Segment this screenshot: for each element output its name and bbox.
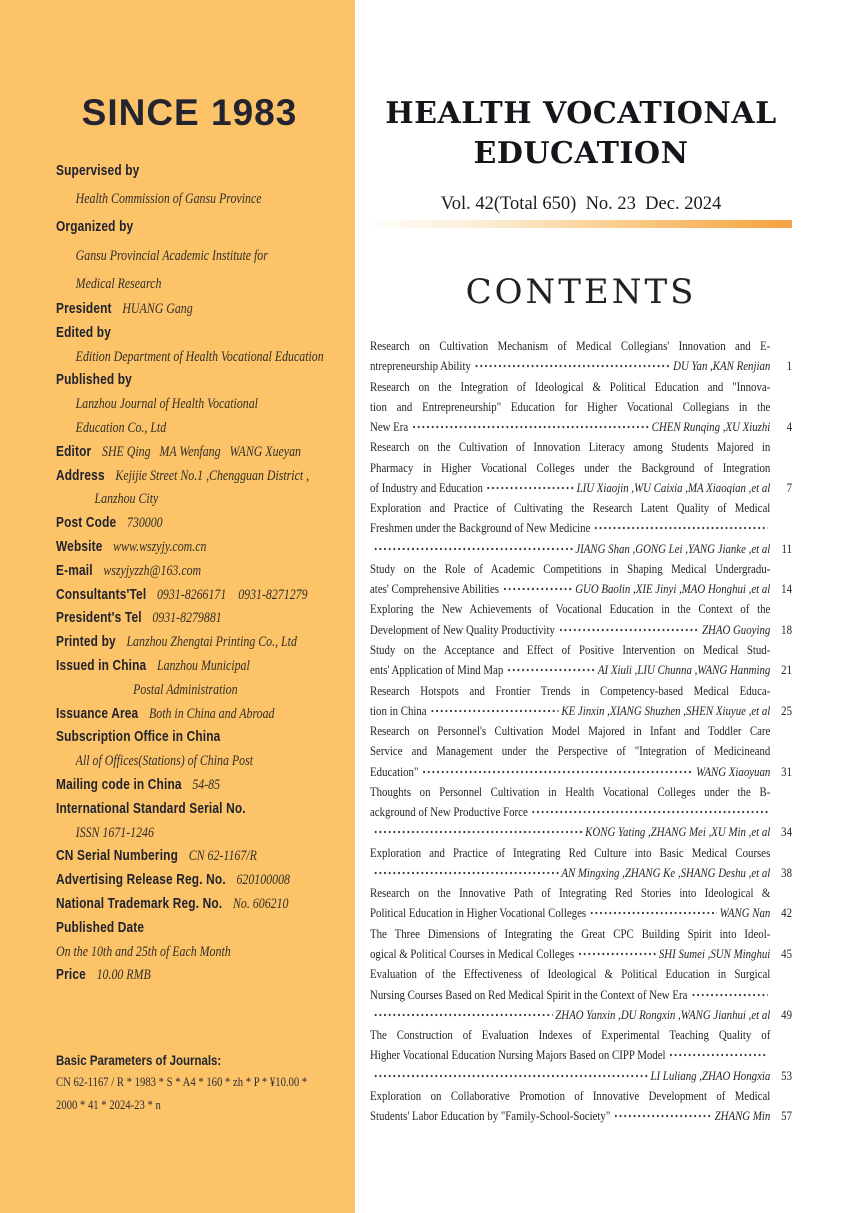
sidebar-line xyxy=(56,512,355,536)
toc-line-body xyxy=(370,541,770,557)
dot-leader xyxy=(691,992,768,998)
toc-title-text: Higher Vocational Education Nursing Majors Based on CIPP Model xyxy=(370,1047,666,1063)
toc-title-text: Pharmacy in Higher Vocational Colleges under the Background of Integration xyxy=(370,459,771,475)
toc-line-body xyxy=(370,946,770,962)
sidebar-line xyxy=(56,774,355,798)
toc-title-text: Research on Personnel's Cultivation Model Majored in Infant and Toddler Care xyxy=(370,723,771,739)
toc-line xyxy=(370,845,792,865)
sidebar-label: Website xyxy=(56,538,103,555)
sidebar-line xyxy=(56,441,355,465)
toc-line xyxy=(370,885,792,905)
toc-line xyxy=(370,703,792,723)
sidebar-value: www.wszyjy.com.cn xyxy=(113,538,207,555)
sidebar-value: Lanzhou Municipal xyxy=(157,657,250,674)
toc-line xyxy=(370,784,792,804)
sidebar-value: Postal Administration xyxy=(133,681,238,698)
sidebar-line xyxy=(56,679,355,703)
sidebar-line xyxy=(56,560,355,584)
toc-page-number: 31 xyxy=(781,763,793,779)
sidebar-value: 620100008 xyxy=(236,872,290,889)
sidebar-value: Both in China and Abroad xyxy=(148,705,275,722)
toc-authors: GUO Baolin ,XIE Jinyi ,MAO Honghui ,et al xyxy=(575,581,771,597)
sidebar-line xyxy=(56,869,355,893)
toc-authors: KE Jinxin ,XIANG Shuzhen ,SHEN Xiuyue ,et al xyxy=(561,702,771,718)
toc-title-text: of Industry and Education xyxy=(370,479,483,495)
toc-page-number: 34 xyxy=(781,824,793,840)
sidebar-line xyxy=(56,964,355,988)
toc-line xyxy=(370,662,792,682)
toc-authors: WANG Xiaoyuan xyxy=(696,763,771,779)
dot-leader xyxy=(422,769,694,775)
sidebar-line xyxy=(56,213,355,241)
dot-leader xyxy=(373,870,558,876)
toc-line xyxy=(370,683,792,703)
toc-line-body xyxy=(370,581,770,597)
dot-leader xyxy=(577,951,656,957)
toc-authors: WANG Nan xyxy=(719,905,771,921)
dot-leader xyxy=(373,1073,648,1079)
sidebar-value: 0931-8266171 0931-8271279 xyxy=(156,586,308,603)
toc-line-body xyxy=(370,1068,770,1084)
sidebar-line xyxy=(56,322,355,346)
dot-leader xyxy=(373,1012,552,1018)
toc-line xyxy=(370,804,792,824)
sidebar-value: Gansu Provincial Academic Institute for xyxy=(75,247,268,264)
sidebar-line xyxy=(56,157,355,185)
sidebar-value: Education Co., Ltd xyxy=(75,420,167,436)
toc-title-text: Service and Management under the Perspective of "Integration of Medicineand xyxy=(370,743,771,759)
toc-line xyxy=(370,642,792,662)
toc-line xyxy=(370,439,792,459)
dot-leader xyxy=(502,586,572,592)
toc-line xyxy=(370,541,792,561)
toc-line-body xyxy=(370,358,770,374)
basic-parameters-block xyxy=(56,1050,355,1116)
toc-line-body xyxy=(370,865,770,881)
toc-line xyxy=(370,561,792,581)
journal-title-line2: EDUCATION xyxy=(473,136,689,171)
toc-title-text: Students' Labor Education by "Family-School-Society" xyxy=(370,1108,611,1124)
toc-page-number: 25 xyxy=(781,702,793,718)
sidebar-line xyxy=(56,417,355,441)
toc-authors: SHI Sumei ,SUN Minghui xyxy=(658,945,771,961)
toc-title-text: ents' Application of Mind Map xyxy=(370,662,504,678)
sidebar-line xyxy=(56,298,355,322)
sidebar-value: Health Commission of Gansu Province xyxy=(75,191,262,208)
sidebar-line xyxy=(56,242,355,270)
toc-title-text: ates' Comprehensive Abilities xyxy=(370,581,500,597)
sidebar-value: Edition Department of Health Vocational Education xyxy=(75,348,324,365)
toc-title-text: Exploration and Practice of Cultivating the Research Latent Quality of Medical xyxy=(370,500,771,516)
toc-line xyxy=(370,1108,792,1128)
sidebar-value: Lanzhou Zhengtai Printing Co., Ltd xyxy=(126,634,297,651)
sidebar-line xyxy=(56,726,355,750)
sidebar-line xyxy=(56,917,355,941)
toc-title-text: Research on the Cultivation of Innovation Literacy among Students Majored in xyxy=(370,439,771,455)
sidebar-value: 54-85 xyxy=(192,776,221,793)
sidebar-value: No. 606210 xyxy=(232,895,289,912)
dot-leader xyxy=(474,363,670,369)
toc-line-body xyxy=(370,764,770,780)
toc-line xyxy=(370,1047,792,1067)
toc-title-text: Exploring the New Achievements of Vocational Education in the Context of the xyxy=(370,601,771,617)
toc-title-text: Education" xyxy=(370,763,419,779)
dot-leader xyxy=(486,485,574,491)
sidebar-value: CN 62-1167/R xyxy=(188,848,257,865)
toc-page-number: 38 xyxy=(781,864,793,880)
main-column xyxy=(370,0,792,1128)
sidebar-label: Issued in China xyxy=(56,657,147,674)
sidebar-label: President's Tel xyxy=(56,610,142,627)
sidebar-label: E-mail xyxy=(56,562,93,579)
toc-line-body xyxy=(370,703,770,719)
toc-line-body xyxy=(370,1047,770,1063)
toc-line xyxy=(370,743,792,763)
basic-parameters-label: Basic Parameters of Journals: xyxy=(56,1052,222,1069)
sidebar-line xyxy=(56,631,355,655)
toc-line xyxy=(370,926,792,946)
toc-line xyxy=(370,480,792,500)
sidebar-label: Address xyxy=(56,467,105,484)
sidebar-label: Issuance Area xyxy=(56,705,139,722)
sidebar-value: 730000 xyxy=(126,515,163,532)
toc-line-body xyxy=(370,520,770,536)
dot-leader xyxy=(669,1052,768,1058)
sidebar-value: SHE Qing MA Wenfang WANG Xueyan xyxy=(101,443,301,460)
issue-info: Vol. 42(Total 650) No. 23 Dec. 2024 xyxy=(440,194,722,214)
sidebar-label: Edited by xyxy=(56,324,111,341)
sidebar-label: Supervised by xyxy=(56,163,140,179)
since-1983-banner: SINCE 1983 xyxy=(81,92,298,133)
toc-page-number: 14 xyxy=(781,581,793,597)
toc-title-text: Study on the Role of Academic Competitions in Shaping Medical Undergradu- xyxy=(370,560,771,576)
sidebar-value: Lanzhou Journal of Health Vocational xyxy=(75,396,259,413)
sidebar-line xyxy=(56,655,355,679)
dot-leader xyxy=(531,809,768,815)
toc-line-body xyxy=(370,824,770,840)
sidebar-label: Printed by xyxy=(56,634,116,651)
toc-authors: LI Luliang ,ZHAO Hongxia xyxy=(650,1067,771,1083)
sidebar-line xyxy=(56,845,355,869)
toc-page-number: 7 xyxy=(786,479,793,495)
sidebar-label: International Standard Serial No. xyxy=(56,800,246,817)
toc-title-text: New Era xyxy=(370,419,409,435)
dot-leader xyxy=(430,708,559,714)
toc-title-text: The Construction of Evaluation Indexes of Experimental Teaching Quality of xyxy=(370,1027,771,1043)
toc-title-text: Political Education in Higher Vocational Colleges xyxy=(370,905,587,921)
toc-line-body xyxy=(370,419,770,435)
sidebar-line xyxy=(56,798,355,822)
toc-authors: KONG Yating ,ZHANG Mei ,XU Min ,et al xyxy=(585,824,771,840)
sidebar-label: Price xyxy=(56,967,86,984)
toc-line xyxy=(370,358,792,378)
sidebar-label: Advertising Release Reg. No. xyxy=(56,872,226,889)
toc-authors: CHEN Runqing ,XU Xiuzhi xyxy=(651,419,771,435)
sidebar-line xyxy=(56,607,355,631)
toc-page-number: 49 xyxy=(781,1006,793,1022)
sidebar-line xyxy=(56,270,355,298)
sidebar-value: HUANG Gang xyxy=(122,301,193,318)
sidebar-line xyxy=(56,893,355,917)
toc-line xyxy=(370,1007,792,1027)
sidebar-label: Consultants'Tel xyxy=(56,586,147,603)
toc-title-text: tion in China xyxy=(370,702,427,718)
sidebar-line xyxy=(56,703,355,727)
dot-leader xyxy=(614,1113,712,1119)
sidebar-value: All of Offices(Stations) of China Post xyxy=(75,753,254,770)
sidebar-label: Organized by xyxy=(56,219,134,236)
toc-authors: DU Yan ,KAN Renjian xyxy=(673,358,771,374)
sidebar-line xyxy=(56,822,355,846)
toc-title-text: Exploration on Collaborative Promotion of Innovative Development of Medical xyxy=(370,1087,771,1103)
basic-parameters-line2: 2000 * 41 * 2024-23 * n xyxy=(56,1096,161,1112)
journal-title-line1: HEALTH VOCATIONAL xyxy=(385,96,777,131)
toc-title-text: Research on the Innovative Path of Integrating Red Stories into Ideological & xyxy=(370,885,771,901)
sidebar-label: President xyxy=(56,301,112,318)
journal-info-sidebar xyxy=(0,0,355,1213)
toc-title-text: Study on the Acceptance and Effect of Positive Intervention on Medical Stud- xyxy=(370,641,771,657)
toc-line-body xyxy=(370,480,770,496)
sidebar-value: Kejijie Street No.1 ,Chengguan District , xyxy=(115,467,310,484)
dot-leader xyxy=(507,667,596,673)
toc-page-number: 45 xyxy=(781,945,793,961)
toc-authors: ZHAO Yanxin ,DU Rongxin ,WANG Jianhui ,et al xyxy=(555,1006,771,1022)
toc-page-number: 18 xyxy=(781,621,793,637)
sidebar-label: Editor xyxy=(56,443,92,460)
toc-title-text: ntrepreneurship Ability xyxy=(370,358,471,374)
toc-line xyxy=(370,520,792,540)
toc-line xyxy=(370,824,792,844)
toc-page-number: 21 xyxy=(781,662,793,678)
sidebar-line xyxy=(56,393,355,417)
toc-authors: ZHANG Min xyxy=(714,1108,771,1124)
toc-line xyxy=(370,338,792,358)
toc-line-body xyxy=(370,804,770,820)
sidebar-line xyxy=(56,536,355,560)
sidebar-line xyxy=(56,750,355,774)
dot-leader xyxy=(373,829,582,835)
sidebar-line xyxy=(56,941,355,965)
dot-leader xyxy=(594,525,768,531)
toc-title-text: tion and Entrepreneurship" Education for Higher Vocational Collegians in the xyxy=(370,398,771,414)
toc-line xyxy=(370,966,792,986)
sidebar-value: On the 10th and 25th of Each Month xyxy=(56,943,231,960)
toc-line xyxy=(370,399,792,419)
toc-authors: JIANG Shan ,GONG Lei ,YANG Jianke ,et al xyxy=(575,540,771,556)
toc-line xyxy=(370,601,792,621)
toc-line xyxy=(370,905,792,925)
toc-line xyxy=(370,581,792,601)
toc-title-text: Freshmen under the Background of New Medicine xyxy=(370,520,591,536)
sidebar-line xyxy=(56,346,355,370)
sidebar-line xyxy=(56,584,355,608)
toc-title-text: Exploration and Practice of Integrating Red Culture into Basic Medical Courses xyxy=(370,844,771,860)
journal-title xyxy=(370,94,792,174)
toc-title-text: ackground of New Productive Force xyxy=(370,804,528,820)
toc-line xyxy=(370,946,792,966)
sidebar-value: ISSN 1671-1246 xyxy=(75,824,154,841)
toc-line-body xyxy=(370,622,770,638)
toc-line-body xyxy=(370,987,770,1003)
toc-line-body xyxy=(370,1007,770,1023)
sidebar-line xyxy=(56,185,355,213)
toc-title-text: Research Hotspots and Frontier Trends in Competency-based Medical Educa- xyxy=(370,682,771,698)
toc-line xyxy=(370,723,792,743)
sidebar-line xyxy=(56,369,355,393)
toc-page-number: 1 xyxy=(786,358,793,374)
toc-line xyxy=(370,419,792,439)
toc-line xyxy=(370,1088,792,1108)
toc-title-text: Research on Cultivation Mechanism of Medical Collegians' Innovation and E- xyxy=(370,338,771,353)
toc-line xyxy=(370,379,792,399)
toc-authors: AI Xiuli ,LIU Chunna ,WANG Hanming xyxy=(597,662,771,678)
toc-line-body xyxy=(370,905,770,921)
toc-line xyxy=(370,865,792,885)
sidebar-lines xyxy=(56,157,355,1116)
sidebar-value: Lanzhou City xyxy=(94,491,159,508)
dot-leader xyxy=(589,910,717,916)
toc-authors: AN Mingxing ,ZHANG Ke ,SHANG Deshu ,et al xyxy=(561,864,771,880)
toc-authors: ZHAO Guoying xyxy=(701,621,771,637)
sidebar-label: Subscription Office in China xyxy=(56,729,221,746)
toc-title-text: ogical & Political Courses in Medical Colleges xyxy=(370,945,575,961)
sidebar-value: 10.00 RMB xyxy=(96,967,151,984)
toc-line xyxy=(370,764,792,784)
toc-line xyxy=(370,500,792,520)
toc-authors: LIU Xiaojin ,WU Caixia ,MA Xiaoqian ,et al xyxy=(576,479,771,495)
toc-line xyxy=(370,460,792,480)
dot-leader xyxy=(373,546,572,552)
toc-title-text: Development of New Quality Productivity xyxy=(370,621,555,637)
sidebar-line xyxy=(56,488,355,512)
toc-line xyxy=(370,622,792,642)
dot-leader xyxy=(558,627,699,633)
sidebar-line xyxy=(56,465,355,489)
toc-title-text: Thoughts on Personnel Cultivation in Health Vocational Colleges under the B- xyxy=(370,783,771,799)
sidebar-label: National Trademark Reg. No. xyxy=(56,895,223,912)
sidebar-label: Post Code xyxy=(56,515,117,532)
toc-page-number: 4 xyxy=(786,419,793,435)
basic-parameters-line1: CN 62-1167 / R * 1983 * S * A4 * 160 * zh * P * ¥10.00 * xyxy=(56,1074,308,1090)
sidebar-value: Medical Research xyxy=(75,275,162,292)
toc-page-number: 53 xyxy=(781,1067,793,1083)
toc-page-number: 57 xyxy=(781,1108,793,1124)
contents-list xyxy=(370,338,792,1128)
orange-gradient-rule xyxy=(370,220,792,228)
toc-line xyxy=(370,1068,792,1088)
toc-page-number: 42 xyxy=(781,905,793,921)
toc-line-body xyxy=(370,1108,770,1124)
sidebar-label: Published by xyxy=(56,372,132,389)
toc-title-text: Research on the Integration of Ideological & Political Education and "Innova- xyxy=(370,378,771,394)
toc-line xyxy=(370,1027,792,1047)
contents-heading: CONTENTS xyxy=(465,272,697,312)
toc-page-number: 11 xyxy=(781,540,793,556)
sidebar-value: 0931-8279881 xyxy=(152,610,222,627)
toc-line-body xyxy=(370,662,770,678)
toc-title-text: The Three Dimensions of Integrating the Great CPC Building Spirit into Ideol- xyxy=(370,925,771,941)
toc-line xyxy=(370,987,792,1007)
sidebar-value: wszyjyzzh@163.com xyxy=(103,562,202,579)
dot-leader xyxy=(412,424,650,430)
sidebar-label: CN Serial Numbering xyxy=(56,848,179,865)
sidebar-label: Published Date xyxy=(56,919,145,936)
toc-title-text: Evaluation of the Effectiveness of Ideological & Political Education in Surgical xyxy=(370,966,771,982)
toc-title-text: Nursing Courses Based on Red Medical Spirit in the Context of New Era xyxy=(370,986,688,1002)
sidebar-label: Mailing code in China xyxy=(56,776,182,793)
